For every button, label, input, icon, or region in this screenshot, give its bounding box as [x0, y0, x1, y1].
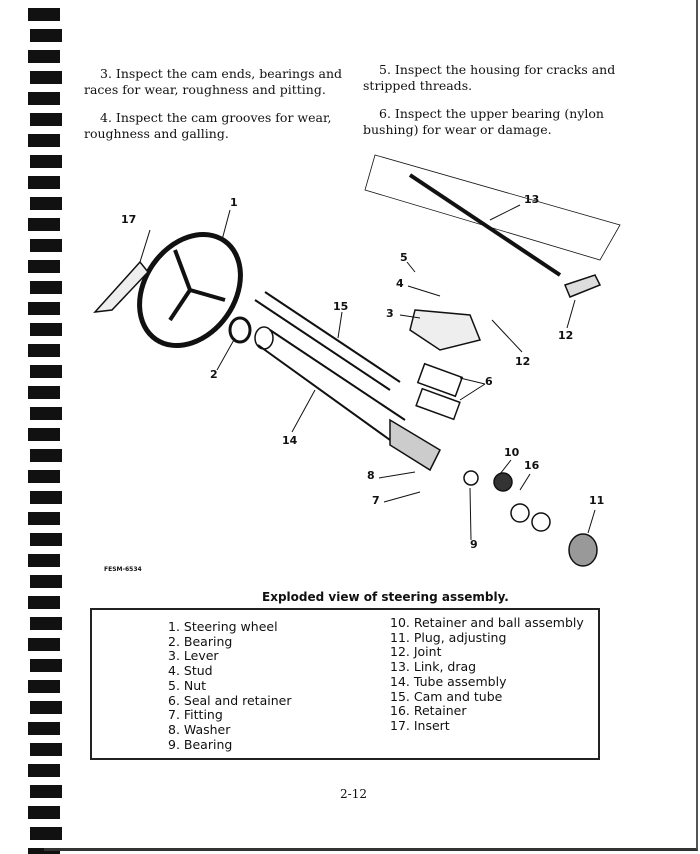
legend-item: 12. Joint	[390, 644, 442, 660]
callout: 8	[367, 469, 375, 482]
ring	[532, 513, 550, 531]
callout: 1	[230, 196, 238, 209]
link-outline	[365, 155, 620, 260]
legend-item: 2. Bearing	[168, 633, 233, 649]
callout: 4	[396, 277, 404, 290]
paragraph-line: roughness and galling.	[84, 126, 229, 141]
lever	[410, 310, 480, 350]
seal	[418, 364, 462, 396]
legend-item: 14. Tube assembly	[390, 673, 507, 689]
bearing-9	[464, 471, 478, 485]
callout: 6	[485, 375, 493, 388]
housing	[390, 420, 440, 470]
callout: 17	[121, 213, 137, 226]
tube-end	[255, 327, 273, 349]
legend-item: 7. Fitting	[168, 707, 223, 723]
callout: 2	[210, 368, 218, 381]
legend-right-column	[390, 616, 584, 734]
legend-item: 17. Insert	[390, 717, 450, 733]
page-number: 2-12	[340, 787, 367, 801]
legend-item: 6. Seal and retainer	[168, 692, 292, 708]
joint	[565, 275, 600, 297]
paragraph-line: races for wear, roughness and pitting.	[84, 82, 326, 97]
figure-caption: Exploded view of steering assembly.	[262, 590, 509, 604]
callout: 12	[558, 329, 574, 342]
callout: 13	[524, 193, 540, 206]
callout: 15	[333, 300, 349, 313]
legend-item: 4. Stud	[168, 663, 213, 679]
drag-link	[410, 175, 560, 275]
callout: 7	[372, 494, 380, 507]
legend-item: 11. Plug, adjusting	[390, 629, 507, 645]
retainer-ball	[494, 473, 512, 491]
callout: 5	[400, 251, 408, 264]
callout: 10	[504, 446, 520, 459]
legend-item: 13. Link, drag	[390, 659, 477, 675]
callout: 11	[589, 494, 605, 507]
parts-legend	[90, 608, 600, 760]
paragraph-line: 3. Inspect the cam ends, bearings and	[100, 66, 343, 81]
figure-code: FESM-6534	[104, 566, 142, 573]
legend-item: 5. Nut	[168, 677, 207, 693]
callout: 3	[386, 307, 394, 320]
legend-item: 10. Retainer and ball assembly	[390, 615, 584, 630]
callout: 9	[470, 538, 478, 551]
callout: 16	[524, 459, 540, 472]
adjusting-plug	[569, 534, 597, 566]
legend-item: 15. Cam and tube	[390, 688, 503, 704]
callout: 14	[282, 434, 298, 447]
legend-item: 8. Washer	[168, 721, 231, 737]
paragraph-line: stripped threads.	[363, 78, 473, 93]
paragraph-line: 4. Inspect the cam grooves for wear,	[100, 110, 332, 125]
wheel-spokes	[170, 250, 225, 320]
retainer-16	[511, 504, 529, 522]
callout: 12	[515, 355, 531, 368]
paragraph-line: 6. Inspect the upper bearing (nylon	[379, 106, 604, 121]
legend-item: 16. Retainer	[390, 703, 467, 719]
legend-item: 3. Lever	[168, 648, 219, 664]
retainer	[416, 389, 460, 420]
bearing	[230, 318, 250, 342]
legend-left-column	[168, 620, 291, 752]
paragraph-line: bushing) for wear or damage.	[363, 122, 552, 137]
legend-item: 1. Steering wheel	[168, 619, 278, 634]
paragraph-line: 5. Inspect the housing for cracks and	[379, 62, 616, 77]
cam-tube	[255, 292, 400, 390]
legend-item: 9. Bearing	[168, 736, 233, 752]
